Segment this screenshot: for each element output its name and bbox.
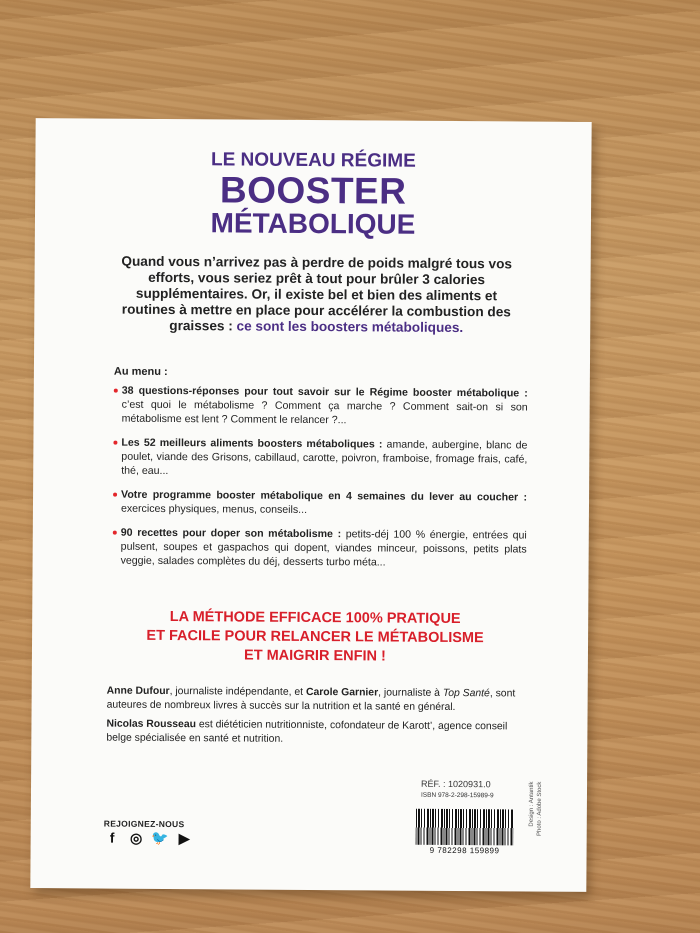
facebook-icon: f (109, 829, 115, 846)
author-name: Nicolas Rousseau (106, 718, 197, 731)
bullet-text: c’est quoi le métabolisme ? Comment ça marche ? Comment sait-on si son métabolisme est lent ? Comment le relancer ?... (121, 398, 528, 427)
bullet-heading: 90 recettes pour doper son métabolisme : (120, 526, 342, 541)
slogan-line: LA MÉTHODE EFFICACE 100% PRATIQUE (169, 609, 461, 628)
barcode (416, 809, 514, 856)
author-name: Carole Garnier (305, 686, 379, 699)
twitter-icon: 🐦 (151, 829, 169, 846)
barcode-bars (416, 809, 514, 846)
author-text: , journaliste indépendante, et (169, 686, 306, 698)
slogan-line: ET FACILE POUR RELANCER LE MÉTABOLISME (146, 627, 484, 647)
credit-photo: Photo : Adobe Stock (536, 781, 544, 837)
slogan (92, 607, 538, 667)
bullet-text: amande, aubergine, blanc de poulet, viande des Grisons, cabillaud, carotte, poivron, framboise, fromage frais, café, thé, eau... (121, 438, 528, 478)
title-subtitle: MÉTABOLIQUE (210, 207, 416, 240)
title-main: BOOSTER (219, 169, 407, 212)
author-text: , sont auteures de nombreux livres à succès sur la nutrition et la santé en général. (106, 688, 516, 713)
isbn: ISBN 978-2-298-15989-9 (420, 791, 494, 800)
authors-paragraph (106, 718, 527, 748)
menu-label: Au menu : (113, 365, 168, 378)
authors-paragraph (107, 685, 528, 715)
magazine-name: Top Santé (442, 687, 490, 700)
bullet-dot-icon (114, 389, 118, 393)
bullet-heading: Les 52 meilleurs aliments boosters métaboliques : (121, 436, 383, 451)
bullet-text: petits-déj 100 % énergie, entrées qui pulsent, soupes et gaspachos qui dopent, viandes minceur, poissons, petits plats veggie, salades complètes du déj, desserts turbo méta... (120, 528, 527, 569)
list-item (113, 526, 527, 571)
intro-text: Quand vous n’arrivez pas à perdre de poids malgré tous vos efforts, vous seriez prêt à tout pour brûler 3 calories supplémentaires. Or, il existe bel et bien des aliments et routines à mettre en place pour accélérer la combustion des graisses : (121, 253, 513, 334)
author-name: Anne Dufour (106, 685, 170, 698)
intro-highlight: ce sont les boosters métaboliques. (236, 318, 464, 336)
list-item (113, 488, 527, 519)
author-text: , journaliste à (378, 687, 443, 699)
credits (529, 782, 548, 862)
bullet-heading: 38 questions-réponses pour tout savoir sur le Régime booster métabolique : (121, 384, 528, 400)
menu-bullet-list (112, 384, 527, 581)
join-label: REJOIGNEZ-NOUS (103, 818, 185, 830)
youtube-icon: ▶ (178, 829, 190, 846)
bullet-dot-icon (113, 531, 117, 535)
bullet-dot-icon (113, 493, 117, 497)
social-links (104, 830, 193, 847)
list-item (114, 384, 528, 429)
instagram-icon: ◎ (130, 829, 143, 846)
slogan-line: ET MAIGRIR ENFIN ! (244, 647, 386, 665)
bullet-text: exercices physiques, menus, conseils... (120, 502, 308, 516)
barcode-digits: 9 782298 159899 (429, 845, 500, 856)
bullet-dot-icon (113, 441, 117, 445)
bullet-heading: Votre programme booster métabolique en 4 semaines du lever au coucher : (121, 488, 528, 504)
intro-paragraph (112, 254, 521, 337)
book-back-cover (30, 118, 591, 892)
authors-block (106, 685, 527, 754)
reference-number: RÉF. : 1020931.0 (421, 778, 491, 790)
title-pretitle: LE NOUVEAU RÉGIME (210, 149, 416, 172)
author-text: est diététicien nutritionniste, cofondateur de Karott’, agence conseil belge spécialisée en santé et nutrition. (106, 719, 508, 745)
credit-design: Design : Antantik (528, 781, 536, 827)
list-item (113, 436, 527, 481)
